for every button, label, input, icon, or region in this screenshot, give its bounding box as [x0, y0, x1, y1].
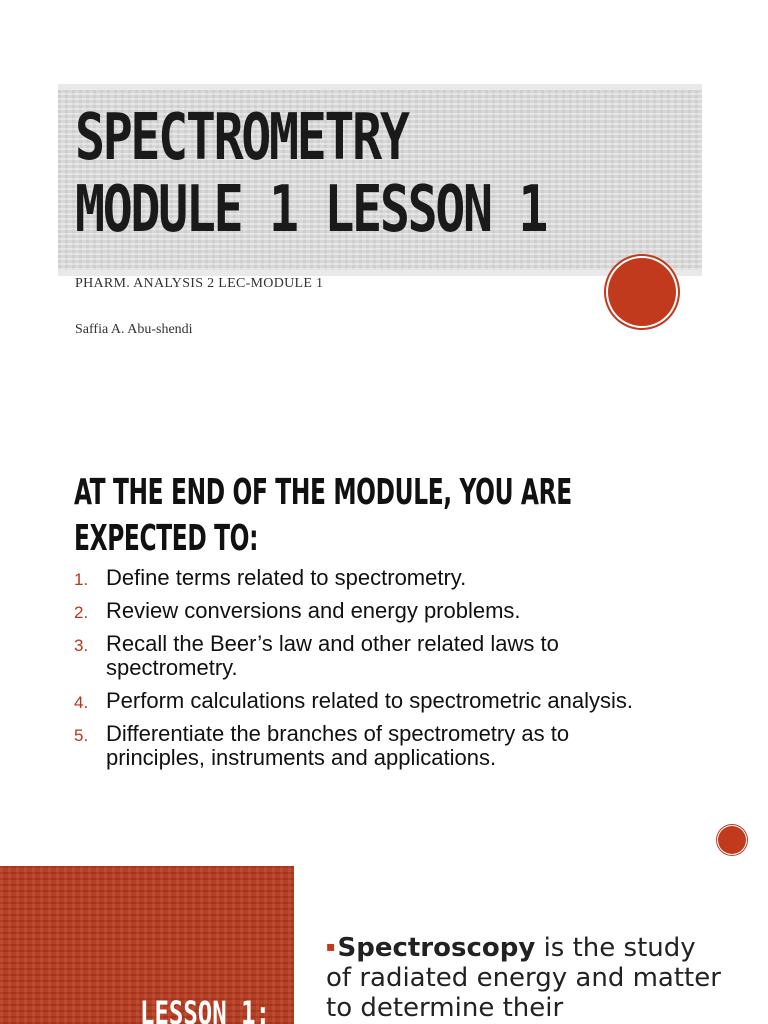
item-number: 4. [74, 693, 89, 712]
objectives-slide [0, 460, 768, 860]
decorative-circle [608, 258, 676, 326]
slide-subtitle: PHARM. ANALYSIS 2 LEC-MODULE 1 [75, 276, 324, 291]
heading-line-2: EXPECTED TO: [74, 518, 259, 559]
item-number: 2. [74, 603, 89, 622]
list-item [74, 632, 674, 680]
item-text: Recall the Beer’s law and other related laws to spectrometry. [106, 631, 559, 680]
lesson-slide [0, 866, 768, 1024]
item-number: 1. [74, 570, 89, 589]
bullet-icon: ▪ [326, 939, 336, 955]
objectives-list [74, 566, 674, 779]
heading-line-1: AT THE END OF THE MODULE, YOU ARE [74, 472, 572, 513]
lesson-label: LESSON 1: [140, 994, 271, 1024]
item-number: 3. [74, 636, 89, 655]
list-item [74, 566, 674, 590]
objectives-heading [74, 470, 679, 562]
list-item [74, 722, 674, 770]
item-text: Review conversions and energy problems. [106, 598, 521, 623]
decorative-circle-small [718, 826, 746, 854]
title-line-1: SPECTROMETRY [75, 101, 408, 175]
lesson-panel [0, 866, 294, 1024]
definition: is the study of radiated energy and matter to determine their [326, 933, 721, 1023]
item-text: Perform calculations related to spectrometric analysis. [106, 688, 633, 713]
list-item [74, 599, 674, 623]
slide-title [75, 102, 683, 246]
title-slide [0, 0, 768, 400]
author-name: Saffia A. Abu-shendi [75, 322, 193, 337]
definition-text [326, 932, 726, 1023]
item-number: 5. [74, 726, 89, 745]
list-item [74, 689, 674, 713]
title-line-2: MODULE 1 LESSON 1 [75, 173, 547, 247]
item-text: Differentiate the branches of spectrometry as to principles, instruments and applications. [106, 721, 570, 770]
item-text: Define terms related to spectrometry. [106, 565, 467, 590]
term: Spectroscopy [337, 933, 536, 963]
